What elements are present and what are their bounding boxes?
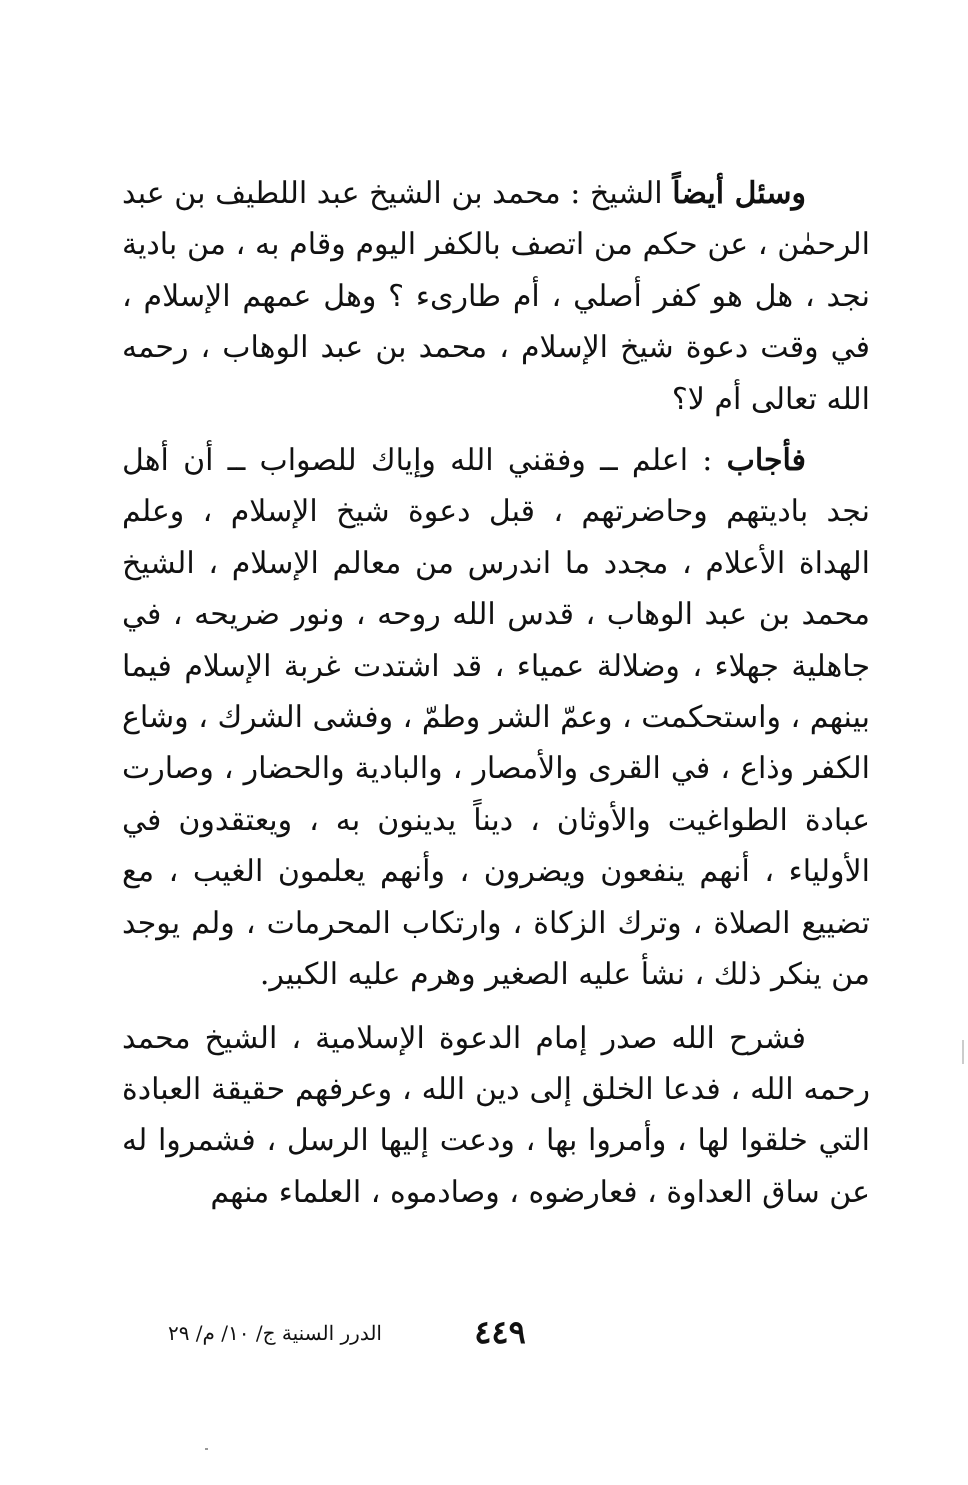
continuation-text: فشرح الله صدر إمام الدعوة الإسلامية ، الشيخ محمد رحمه الله ، فدعا الخلق إلى دين الله ، وعرفهم حقيقة العبادة التي خلقوا لها ، وأمروا بها ، ودعت إليها الرسل ، فشمروا له عن ساق العداوة ، فعارضوه ، وصادموه ، العلماء منهم <box>122 1020 870 1210</box>
source-reference: الدرر السنية ج/ ١٠/ م/ ٢٩ <box>167 1321 382 1345</box>
body-text <box>122 168 870 1218</box>
scan-margin-mark <box>962 1040 964 1064</box>
question-lead: وسئل أيضاً <box>672 176 806 211</box>
page-footer <box>122 1312 870 1352</box>
continuation-paragraph <box>122 1013 870 1219</box>
answer-lead: فأجاب <box>726 443 806 479</box>
answer-paragraph <box>122 435 870 1000</box>
question-text: الشيخ : محمد بن الشيخ عبد اللطيف بن عبد الرحمٰن ، عن حكم من اتصف بالكفر اليوم وقام به ، من بادية نجد ، هل هو كفر أصلي ، أم طارىء ؟ وهل عمهم الإسلام ، في وقت دعوة شيخ الإسلام ، محمد بن عبد الوهاب ، رحمه الله تعالى أم لا؟ <box>122 176 870 417</box>
answer-text: : اعلم ــ وفقني الله وإياك للصواب ــ أن أهل نجد باديتهم وحاضرتهم ، قبل دعوة شيخ الإسلام ، وعلم الهداة الأعلام ، مجدد ما اندرس من معالم الإسلام ، الشيخ محمد بن عبد الوهاب ، قدس الله روحه ، ونور ضريحه ، في جاهلية جهلاء ، وضلالة عمياء ، قد اشتدت غربة الإسلام فيما بينهم ، واستحكمت ، وعمّ الشر وطمّ ، وفشى الشرك ، وشاع الكفر وذاع ، في القرى والأمصار ، والبادية والحضار ، وصارت عبادة الطواغيت والأوثان ، ديناً يدينون به ، ويعتقدون في الأولياء ، أنهم ينفعون ويضرون ، وأنهم يعلمون الغيب ، مع تضييع الصلاة ، وترك الزكاة ، وارتكاب المحرمات ، ولم يوجد من ينكر ذلك ، نشأ عليه الصغير وهرم عليه الكبير. <box>122 443 870 993</box>
scan-speck <box>205 1448 208 1450</box>
page-number: ٤٤٩ <box>474 1313 526 1351</box>
question-paragraph <box>122 168 870 425</box>
